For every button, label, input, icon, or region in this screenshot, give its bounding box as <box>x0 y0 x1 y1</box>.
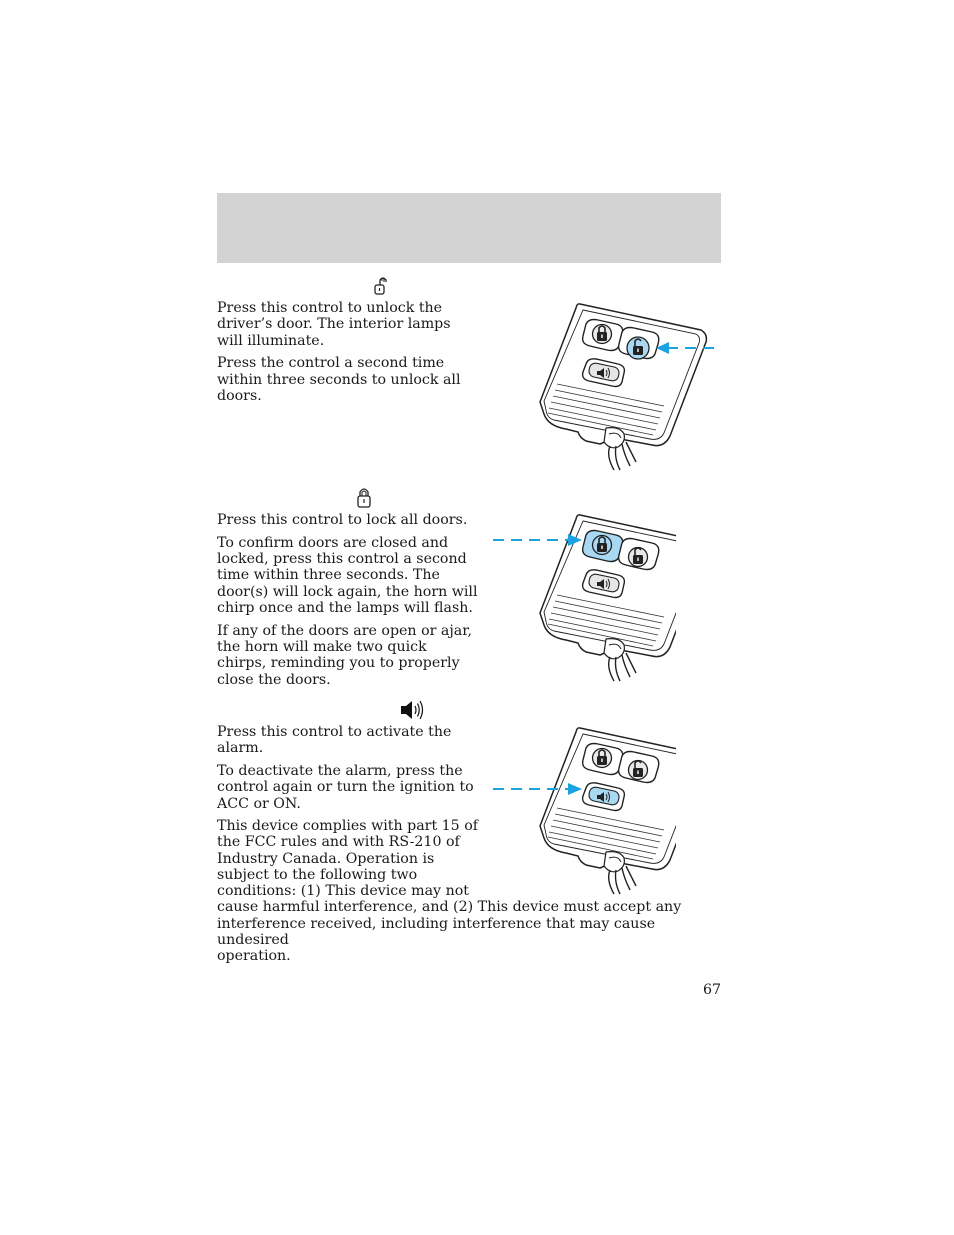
panic-paragraph-1: Press this control to activate the alarm. <box>217 724 452 757</box>
unlock-paragraph-1: Press this control to unlock the driver’s door. The interior lamps will illuminate. <box>217 300 451 349</box>
fob-lock-button <box>583 744 623 775</box>
lock-section-text <box>217 512 479 694</box>
arrow-to-lock-button <box>493 534 582 546</box>
remote-illustration-unlock <box>536 302 722 472</box>
arrow-to-panic-button <box>493 783 582 795</box>
lock-paragraph-2: To confirm doors are closed and locked, press this control a second time within three seconds. The door(s) will lock again, the horn will chirp once and the lamps will flash. <box>217 534 478 616</box>
fob-lock-button <box>583 531 623 562</box>
page-number: 67 <box>702 982 721 998</box>
horn-icon <box>399 699 427 721</box>
fcc-line-2: the FCC rules and with RS-210 of <box>217 834 460 851</box>
fcc-line-3: Industry Canada. Operation is <box>217 850 435 867</box>
fcc-line-6: cause harmful interference, and (2) This device must accept any <box>217 899 682 916</box>
lock-paragraph-3: If any of the doors are open or ajar, the horn will make two quick chirps, reminding you to properly close the doors. <box>217 622 472 688</box>
section-header-bar <box>217 193 721 263</box>
fcc-line-5: conditions: (1) This device may not <box>217 883 469 900</box>
remote-illustration-lock <box>490 513 676 683</box>
fcc-line-1: This device complies with part 15 of <box>217 818 479 834</box>
fob-unlock-button <box>619 539 659 570</box>
remote-illustration-panic <box>490 726 676 896</box>
unlock-section-text <box>217 300 477 411</box>
fcc-line-8: operation. <box>217 948 291 965</box>
unlock-icon <box>371 276 391 296</box>
unlock-paragraph-2: Press the control a second time within three seconds to unlock all doors. <box>217 355 461 404</box>
fcc-line-4: subject to the following two <box>217 866 418 883</box>
fob-unlock-button <box>619 752 659 783</box>
panic-section-text <box>217 724 479 818</box>
lock-icon <box>356 487 372 508</box>
lock-paragraph-1: Press this control to lock all doors. <box>217 512 468 528</box>
panic-paragraph-2: To deactivate the alarm, press the control again or turn the ignition to ACC or ON. <box>217 763 474 812</box>
fcc-line-7: interference received, including interference that may cause undesired <box>217 915 656 949</box>
fob-lock-button <box>583 320 623 351</box>
fob-unlock-button <box>619 328 659 360</box>
